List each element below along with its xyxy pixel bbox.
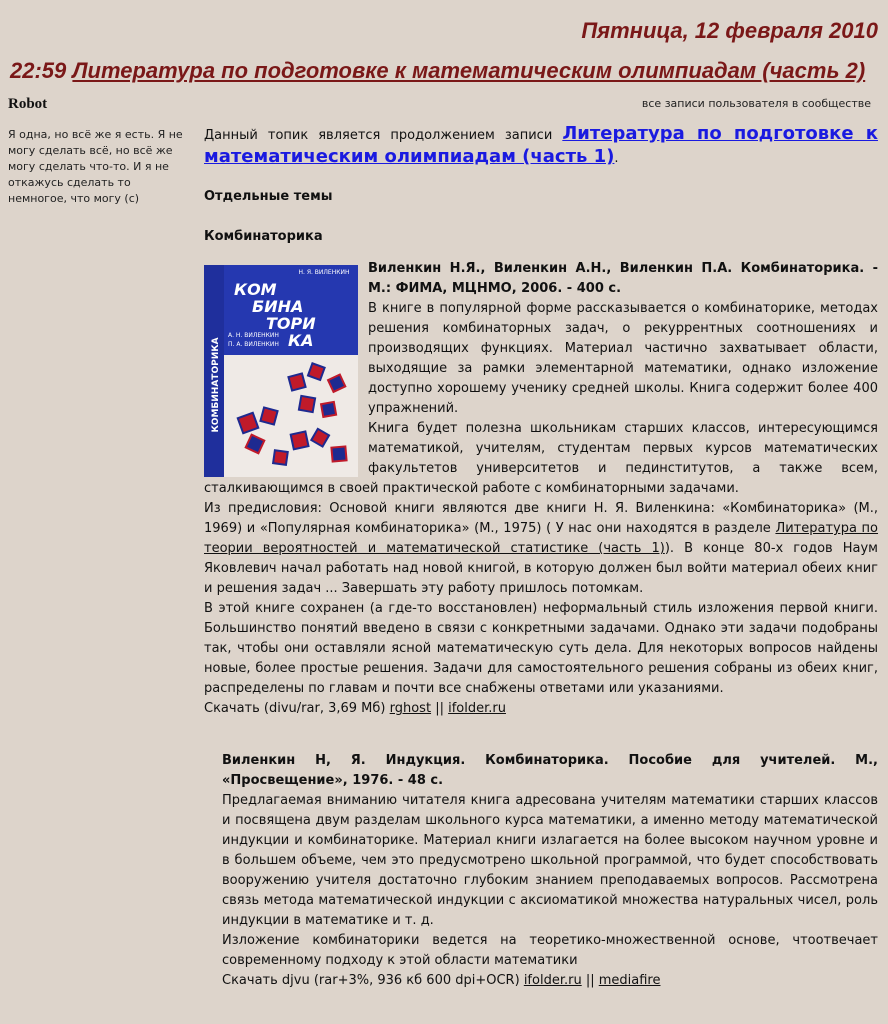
intro-paragraph (204, 123, 878, 169)
book1-preface-text-b: ). В конце 80-х годов Наум Яковлевич начал работать над новой книгой, в которую должен был войти материал обеих книг и решения задач ... Завершать эту работу пришлось потомкам. (204, 541, 878, 596)
book2-entry (222, 751, 878, 991)
topic-heading: Комбинаторика (204, 229, 323, 244)
cover-top-author: Н. Я. ВИЛЕНКИН (298, 269, 350, 276)
post-title (10, 58, 865, 84)
book1-rghost-link[interactable]: rghost (389, 701, 432, 716)
book1-cover-image (204, 265, 358, 477)
book1-entry (204, 259, 878, 719)
book2-description: Предлагаемая вниманию читателя книга адресована учителям математики старших классов и посвящена двум разделам школьного курса математики, а именно методу математической индукции и комбинаторике. Материал книги излагается на более высоком научном уровне и в большем объеме, чем это предусмотрено школьной программой, что будет способствовать вооружению учителя достаточно глубоким знанием преподаваемых вопросов. Рассмотрена связь метода математической индукции с аксиоматикой множества натуральных чисел, роль индукции в математике и т. д. (222, 793, 878, 928)
cover-title-line-4: КА (288, 331, 314, 350)
post-date: Пятница, 12 февраля 2010 (581, 18, 878, 43)
cover-title-line-3: ТОРИ (266, 314, 316, 333)
cover-spine-title: КОМБИНАТОРИКА (211, 337, 221, 433)
book1-download-row (204, 699, 878, 719)
author-sidebar (8, 96, 188, 207)
book2-download-row (222, 971, 878, 991)
book1-separator: || (435, 701, 444, 716)
book1-ifolder-link[interactable]: ifolder.ru (448, 701, 506, 716)
book1-biblio: Виленкин Н.Я., Виленкин А.Н., Виленкин П.А. Комбинаторика. - М.: ФИМА, МЦНМО, 2006. - 400 с. (368, 261, 878, 296)
book1-style-note: В этой книге сохранен (а где-то восстановлен) неформальный стиль изложения первой книги. Большинство понятий введено в связи с конкретными задачами. Однако эти задачи подобраны так, чтобы они оставляли ясной математическую суть дела. Для некоторых вопросов найдены новые, более простые решения. Задачи для самостоятельного решения собраны из обеих книг, распределены по главам и почти все снабжены ответами или указаниями. (204, 601, 878, 696)
book2-mediafire-link[interactable]: mediafire (598, 973, 661, 988)
post-body (204, 123, 878, 991)
post-time: 22:59 (10, 58, 67, 83)
book2-ifolder-link[interactable]: ifolder.ru (523, 973, 582, 988)
cover-author-3: П. А. ВИЛЕНКИН (228, 341, 279, 348)
book1-audience: Книга будет полезна школьникам старших классов, интересующимся математикой, учителям, студентам первых курсов математических факультетов университетов и пединститутов, а также всем, сталкивающимся в своей практической работе с комбинаторными задачами. (204, 421, 878, 496)
book2-biblio: Виленкин Н, Я. Индукция. Комбинаторика. Пособие для учителей. М., «Просвещение», 1976. - 48 с. (222, 753, 878, 788)
part1-link[interactable]: Литература по подготовке к математическим олимпиадам (часть 1) (204, 123, 878, 167)
section-heading: Отдельные темы (204, 189, 333, 204)
intro-text: Данный топик является продолжением записи (204, 128, 553, 143)
probability-literature-link[interactable]: Литература по теории вероятностей и математической статистике (часть 1) (204, 521, 879, 556)
cover-title-line-2: БИНА (252, 297, 304, 316)
book1-download-label: Скачать (divu/rar, 3,69 Мб) (204, 701, 386, 716)
book1-preface-text-a: Из предисловия: Основой книги являются две книги Н. Я. Виленкина: «Комбинаторика» (М., 1969) и «Популярная комбинаторика» (М., 1975) ( У нас они находятся в разделе (204, 501, 878, 536)
book1-preface (204, 499, 878, 599)
book1-description: В книге в популярной форме рассказывается о комбинаторике, методах решения комбинаторных задач, о рекуррентных соотношениях и производящих функциях. Материал частично захватывает области, выходящие за рамки элементарной математики, однако изложение доступно хорошему ученику средней школы. Книга содержит более 400 упражнений. (368, 301, 878, 416)
book2-combinatorics-note: Изложение комбинаторики ведется на теоретико-множественной основе, чтоотвечает современному подходу к этой области математики (222, 933, 878, 968)
book1-cover-art (204, 265, 358, 477)
cover-title-line-1: КОМ (234, 280, 277, 299)
author-bio: Я одна, но всё же я есть. Я не могу сделать всё, но всё же могу сделать что-то. И я не откажусь сделать то немногое, что могу (с) (8, 128, 183, 205)
intro-end: . (614, 151, 619, 166)
book2-download-label: Скачать djvu (rar+3%, 936 кб 600 dpi+OCR) (222, 973, 520, 988)
post-title-link[interactable]: Литература по подготовке к математическим олимпиадам (часть 2) (72, 58, 866, 83)
author-name[interactable]: Robot (8, 96, 48, 112)
cover-author-2: А. Н. ВИЛЕНКИН (228, 332, 279, 339)
all-user-posts-link[interactable]: все записи пользователя в сообществе (641, 97, 871, 110)
book2-separator: || (585, 973, 595, 988)
